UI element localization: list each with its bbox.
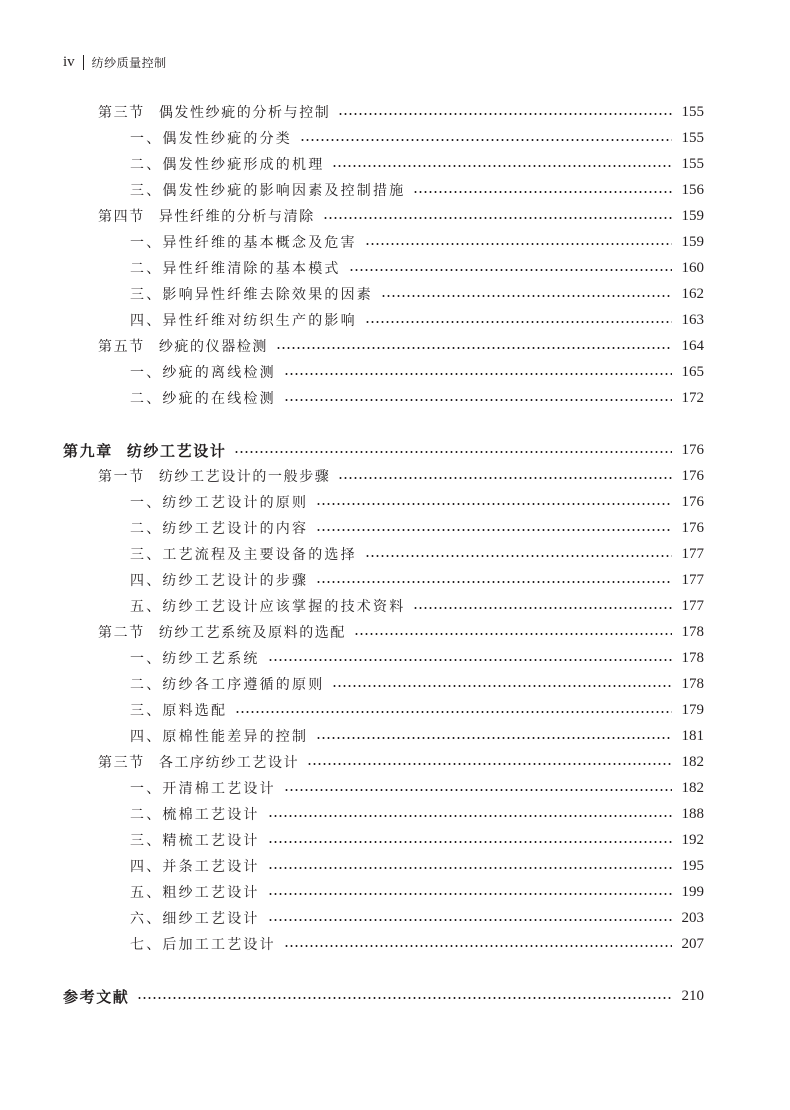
toc-entry-title: 参考文献	[63, 987, 130, 1006]
toc-page-number: 182	[681, 753, 704, 770]
toc-page-number: 156	[681, 181, 704, 198]
toc-entry-title: 二、偶发性纱疵形成的机理	[130, 157, 325, 173]
toc-page-number: 210	[681, 987, 704, 1004]
toc-page-number: 176	[681, 467, 704, 484]
dot-leader	[323, 217, 672, 219]
toc-entry-label: 第四节	[98, 209, 145, 225]
dot-leader	[284, 789, 672, 791]
dot-leader	[316, 737, 672, 739]
dot-leader	[234, 451, 672, 453]
toc-entry-title: 二、纱疵的在线检测	[130, 391, 276, 407]
toc-entry-subsection[interactable]	[130, 907, 704, 929]
toc-entry-title: 纺纱工艺设计	[126, 441, 227, 460]
toc-entry-title: 七、后加工工艺设计	[130, 937, 276, 953]
toc-entry-label: 第二节	[98, 625, 145, 641]
toc-entry-title: 一、偶发性纱疵的分类	[130, 131, 292, 147]
dot-leader	[284, 399, 672, 401]
dot-leader	[381, 295, 672, 297]
toc-entry-refs[interactable]	[63, 985, 704, 1007]
toc-entry-subsection[interactable]	[130, 231, 704, 253]
toc-entry-title: 三、偶发性纱疵的影响因素及控制措施	[130, 183, 406, 199]
toc-page-number: 155	[681, 129, 704, 146]
toc-page-number: 162	[681, 285, 704, 302]
toc-page-number: 177	[681, 545, 704, 562]
dot-leader	[268, 919, 672, 921]
dot-leader	[338, 113, 672, 115]
dot-leader	[413, 607, 672, 609]
toc-page-number: 181	[681, 727, 704, 744]
toc-entry-title: 各工序纺纱工艺设计	[158, 755, 300, 771]
toc-page-number: 203	[681, 909, 704, 926]
toc-entry-section[interactable]	[98, 101, 704, 123]
dot-leader	[276, 347, 672, 349]
dot-leader	[365, 243, 672, 245]
toc-page-number: 160	[681, 259, 704, 276]
dot-leader	[284, 373, 672, 375]
toc-entry-subsection[interactable]	[130, 647, 704, 669]
dot-leader	[354, 633, 672, 635]
toc-entry-label: 第一节	[98, 469, 145, 485]
dot-leader	[332, 685, 672, 687]
toc-entry-chapter[interactable]	[63, 439, 704, 461]
dot-leader	[332, 165, 672, 167]
toc-entry-section[interactable]	[98, 751, 704, 773]
toc-entry-subsection[interactable]	[130, 855, 704, 877]
toc-page-number: 172	[681, 389, 704, 406]
dot-leader	[349, 269, 672, 271]
toc-entry-title: 一、纺纱工艺设计的原则	[130, 495, 309, 511]
toc-entry-title: 偶发性纱疵的分析与控制	[158, 105, 331, 121]
toc-entry-subsection[interactable]	[130, 491, 704, 513]
toc-entry-title: 四、并条工艺设计	[130, 859, 260, 875]
page-number-roman: iv	[63, 53, 75, 70]
toc-page-number: 159	[681, 233, 704, 250]
toc-page-number: 155	[681, 103, 704, 120]
toc-entry-title: 五、粗纱工艺设计	[130, 885, 260, 901]
dot-leader	[316, 529, 672, 531]
toc-entry-title: 纱疵的仪器检测	[158, 339, 269, 355]
toc-page-number: 177	[681, 597, 704, 614]
toc-page-number: 176	[681, 441, 704, 458]
toc-page-number: 178	[681, 649, 704, 666]
toc-entry-section[interactable]	[98, 205, 704, 227]
toc-entry-section[interactable]	[98, 621, 704, 643]
toc-entry-label: 第五节	[98, 339, 145, 355]
dot-leader	[316, 581, 672, 583]
toc-entry-title: 四、纺纱工艺设计的步骤	[130, 573, 309, 589]
toc-entry-subsection[interactable]	[130, 595, 704, 617]
toc-entry-subsection[interactable]	[130, 933, 704, 955]
toc-entry-subsection[interactable]	[130, 543, 704, 565]
dot-leader	[307, 763, 672, 765]
dot-leader	[413, 191, 672, 193]
toc-entry-label: 第九章	[63, 441, 113, 460]
toc-page-number: 199	[681, 883, 704, 900]
dot-leader	[365, 321, 672, 323]
toc-entry-subsection[interactable]	[130, 803, 704, 825]
toc-entry-title: 五、纺纱工艺设计应该掌握的技术资料	[130, 599, 406, 615]
dot-leader	[268, 659, 672, 661]
toc-page-number: 176	[681, 519, 704, 536]
toc-entry-label: 第三节	[98, 755, 145, 771]
dot-leader	[300, 139, 672, 141]
toc-page-number: 182	[681, 779, 704, 796]
dot-leader	[268, 867, 672, 869]
toc-entry-title: 二、纺纱工艺设计的内容	[130, 521, 309, 537]
toc-entry-title: 一、纱疵的离线检测	[130, 365, 276, 381]
toc-entry-subsection[interactable]	[130, 777, 704, 799]
toc-page-number: 164	[681, 337, 704, 354]
toc-page-number: 179	[681, 701, 704, 718]
toc-entry-subsection[interactable]	[130, 725, 704, 747]
dot-leader	[268, 841, 672, 843]
toc-entry-title: 纺纱工艺系统及原料的选配	[158, 625, 347, 641]
toc-entry-title: 六、细纱工艺设计	[130, 911, 260, 927]
toc-entry-title: 三、精梳工艺设计	[130, 833, 260, 849]
book-title: 纺纱质量控制	[91, 55, 167, 70]
dot-leader	[235, 711, 672, 713]
toc-page-number: 165	[681, 363, 704, 380]
dot-leader	[268, 893, 672, 895]
toc-entry-subsection[interactable]	[130, 153, 704, 175]
toc-entry-title: 四、异性纤维对纺织生产的影响	[130, 313, 357, 329]
toc-entry-title: 二、异性纤维清除的基本模式	[130, 261, 341, 277]
toc-page-number: 155	[681, 155, 704, 172]
toc-entry-subsection[interactable]	[130, 387, 704, 409]
toc-entry-title: 三、影响异性纤维去除效果的因素	[130, 287, 373, 303]
dot-leader	[268, 815, 672, 817]
toc-page-number: 163	[681, 311, 704, 328]
dot-leader	[284, 945, 672, 947]
toc-entry-subsection[interactable]	[130, 673, 704, 695]
toc-page-number: 178	[681, 675, 704, 692]
toc-entry-section[interactable]	[98, 335, 704, 357]
toc-entry-title: 三、工艺流程及主要设备的选择	[130, 547, 357, 563]
toc-entry-title: 一、纺纱工艺系统	[130, 651, 260, 667]
toc-entry-subsection[interactable]	[130, 699, 704, 721]
toc-entry-title: 一、异性纤维的基本概念及危害	[130, 235, 357, 251]
toc-entry-section[interactable]	[98, 465, 704, 487]
toc-entry-title: 一、开清棉工艺设计	[130, 781, 276, 797]
toc-entry-title: 纺纱工艺设计的一般步骤	[158, 469, 331, 485]
toc-page-number: 192	[681, 831, 704, 848]
toc-entry-subsection[interactable]	[130, 283, 704, 305]
toc-entry-subsection[interactable]	[130, 881, 704, 903]
toc-entry-title: 四、原棉性能差异的控制	[130, 729, 309, 745]
toc-entry-title: 三、原料选配	[130, 703, 228, 719]
toc-entry-subsection[interactable]	[130, 127, 704, 149]
toc-entry-title: 二、梳棉工艺设计	[130, 807, 260, 823]
toc-entry-title: 异性纤维的分析与清除	[158, 209, 315, 225]
toc-page-number: 159	[681, 207, 704, 224]
dot-leader	[316, 503, 672, 505]
dot-leader	[137, 997, 672, 999]
toc-entry-subsection[interactable]	[130, 829, 704, 851]
toc-entry-subsection[interactable]	[130, 309, 704, 331]
dot-leader	[338, 477, 672, 479]
toc-entry-title: 二、纺纱各工序遵循的原则	[130, 677, 325, 693]
toc-page-number: 178	[681, 623, 704, 640]
dot-leader	[365, 555, 672, 557]
toc-entry-label: 第三节	[98, 105, 145, 121]
toc-page-number: 177	[681, 571, 704, 588]
toc-page-number: 195	[681, 857, 704, 874]
toc-page-number: 176	[681, 493, 704, 510]
toc-entry-subsection[interactable]	[130, 569, 704, 591]
toc-entry-subsection[interactable]	[130, 361, 704, 383]
toc-page-number: 188	[681, 805, 704, 822]
toc-entry-subsection[interactable]	[130, 179, 704, 201]
toc-entry-subsection[interactable]	[130, 257, 704, 279]
toc-entry-subsection[interactable]	[130, 517, 704, 539]
toc-page-number: 207	[681, 935, 704, 952]
